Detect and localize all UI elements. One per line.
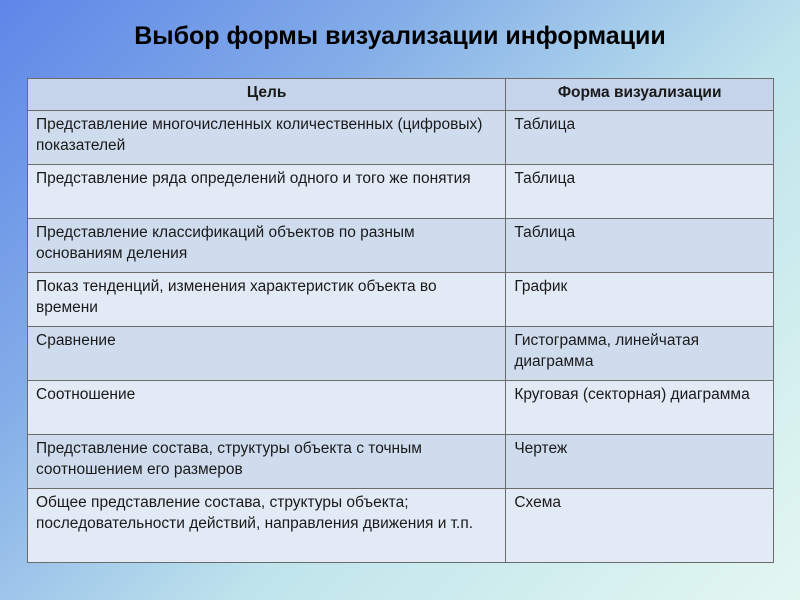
table-row (28, 273, 774, 327)
goal-cell: Представление состава, структуры объекта с точным соотношением его размеров (28, 435, 506, 489)
table-row (28, 489, 774, 563)
table-row (28, 435, 774, 489)
header-form: Форма визуализации (506, 79, 774, 111)
goal-cell: Представление ряда определений одного и того же понятия (28, 165, 506, 219)
form-cell: Таблица (506, 111, 774, 165)
goal-cell: Показ тенденций, изменения характеристик объекта во времени (28, 273, 506, 327)
goal-cell: Сравнение (28, 327, 506, 381)
form-cell: Чертеж (506, 435, 774, 489)
goal-cell: Представление классификаций объектов по разным основаниям деления (28, 219, 506, 273)
table-row (28, 381, 774, 435)
form-cell: Гистограмма, линейчатая диаграмма (506, 327, 774, 381)
goal-cell: Соотношение (28, 381, 506, 435)
form-cell: Круговая (секторная) диаграмма (506, 381, 774, 435)
table-row (28, 219, 774, 273)
form-cell: Таблица (506, 219, 774, 273)
form-cell: График (506, 273, 774, 327)
table-row (28, 327, 774, 381)
table-row (28, 165, 774, 219)
table-row (28, 111, 774, 165)
visualization-table (27, 78, 774, 563)
table-header-row (28, 79, 774, 111)
goal-cell: Общее представление состава, структуры объекта; последовательности действий, направления движения и т.п. (28, 489, 506, 563)
slide-title: Выбор формы визуализации информации (134, 22, 666, 50)
form-cell: Схема (506, 489, 774, 563)
header-goal: Цель (28, 79, 506, 111)
goal-cell: Представление многочисленных количественных (цифровых) показателей (28, 111, 506, 165)
form-cell: Таблица (506, 165, 774, 219)
